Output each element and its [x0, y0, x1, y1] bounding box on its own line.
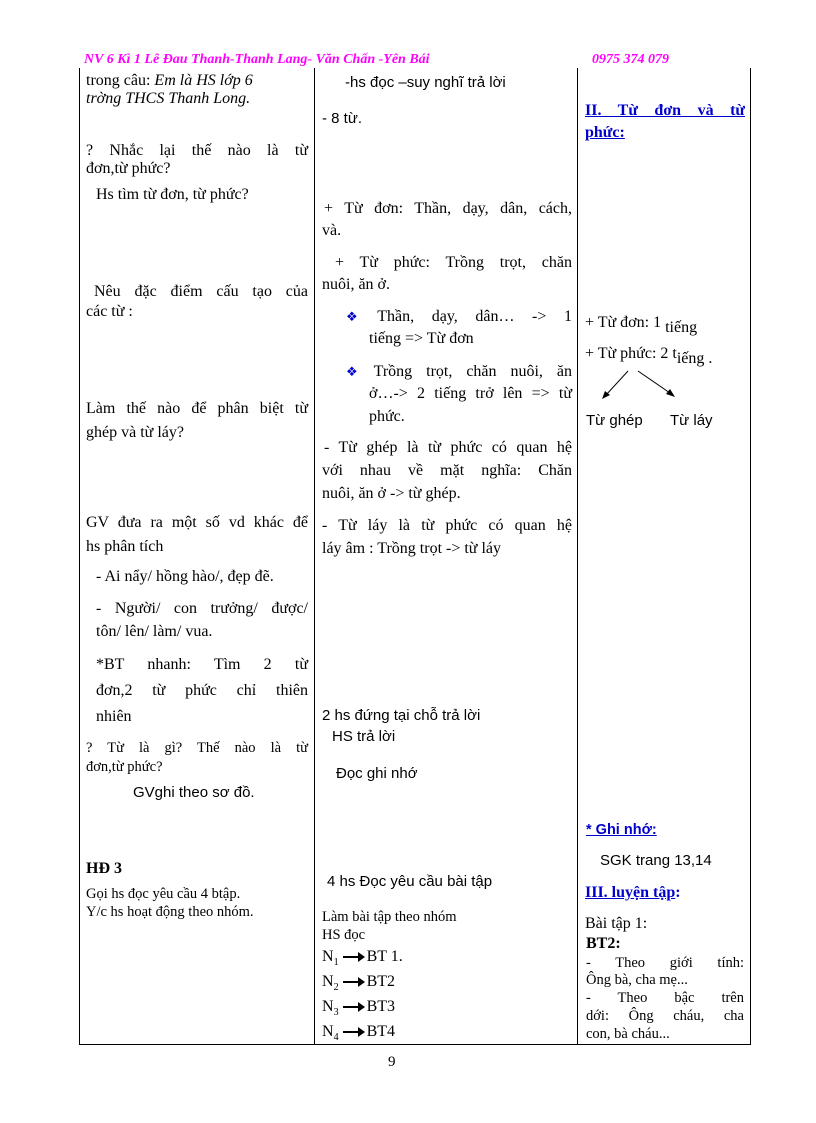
quick-exercise: *BT nhanh: Tìm 2 từ — [96, 656, 308, 673]
text-line: GVghi theo sơ đồ. — [133, 784, 255, 801]
text-line: đơn,2 từ phức chỉ thiên — [96, 682, 308, 699]
example-2: - Người/ con trưởng/ được/ — [96, 600, 308, 617]
text-line: nuôi, ăn ở. — [322, 276, 391, 293]
text-line: - Theo bậc trên — [586, 990, 744, 1006]
question-1: ? Nhắc lại thế nào là từ — [86, 142, 308, 159]
text-line: ở…-> 2 tiếng trở lên => từ — [369, 385, 572, 402]
table-divider-2 — [577, 68, 578, 1045]
table-divider-1 — [314, 68, 315, 1045]
question-2: Hs tìm từ đơn, từ phức? — [96, 186, 249, 203]
text-line: trờng THCS Thanh Long. — [86, 90, 251, 107]
activity-heading: HĐ 3 — [86, 860, 122, 877]
text-line: Ông bà, cha mẹ... — [586, 972, 688, 988]
text-line: Bài tập 1: — [585, 915, 648, 932]
header-title: NV 6 Kì 1 Lê Đau Thanh-Thanh Lang- Văn Chấn -Yên Bái — [84, 52, 430, 67]
text-line: Từ ghép — [586, 412, 643, 429]
text-line: phức: — [585, 124, 625, 141]
text-line: HS trả lời — [332, 728, 396, 745]
question-3: Nêu đặc điểm cấu tạo của — [94, 283, 308, 300]
text-line: Làm bài tập theo nhóm — [322, 909, 457, 925]
diamond-bullet-icon: ❖ — [346, 364, 368, 379]
page-header — [84, 52, 784, 70]
text-line: đơn,từ phức? — [86, 759, 163, 775]
branch-line-left — [606, 371, 628, 395]
text-line: ghép và từ láy? — [86, 424, 184, 441]
text-line: phức. — [369, 408, 405, 425]
question-4: Làm thế nào để phân biệt từ — [86, 400, 308, 417]
header-phone: 0975 374 079 — [592, 52, 669, 67]
text-line: Y/c hs hoạt động theo nhóm. — [86, 904, 254, 920]
text-line: Đọc ghi nhớ — [336, 765, 418, 782]
text-line: với nhau về mặt nghĩa: Chăn — [322, 462, 572, 479]
table-left-border — [79, 68, 80, 1045]
text-line: BT2: — [586, 935, 621, 952]
group-row: $N_2$ BT2 — [322, 973, 396, 994]
section-2-heading: II. Từ đơn và từ — [585, 102, 745, 119]
text-line: nuôi, ăn ở -> từ ghép. — [322, 485, 461, 502]
compound-definition: - Từ ghép là từ phức có quan hệ — [324, 439, 572, 456]
group-row: $N_3$ BT3 — [322, 998, 396, 1019]
text-line: Gọi hs đọc yêu cầu 4 btập. — [86, 886, 241, 902]
table-right-border — [750, 68, 751, 1045]
branch-diagram — [600, 367, 710, 403]
page-number: 9 — [388, 1054, 396, 1070]
text-line: tiếng => Từ đơn — [369, 330, 474, 347]
section-3-heading: III. luyện tập: — [585, 884, 681, 901]
note-heading: * Ghi nhớ: — [586, 822, 657, 838]
arrow-right-icon — [343, 981, 363, 983]
text-line: dới: Ông cháu, cha — [586, 1008, 744, 1024]
branch-line-right — [638, 371, 670, 393]
text-line: và. — [322, 222, 342, 239]
answer-complex-words: + Từ phức: Trồng trọt, chăn — [335, 254, 572, 271]
text-line: nhiên — [96, 708, 132, 725]
text-line: các từ : — [86, 303, 133, 320]
text-line: -hs đọc –suy nghĩ trả lời — [345, 74, 506, 91]
text-line: trong câu: Em là HS lớp 6 — [86, 72, 253, 89]
text-line: đơn,từ phức? — [86, 160, 171, 177]
reduplicative-definition: - Từ láy là từ phức có quan hệ — [322, 517, 572, 534]
bullet-item: ❖ Thần, dạy, dân… -> 1 — [346, 308, 573, 325]
arrow-right-icon — [343, 956, 363, 958]
text-line: HS đọc — [322, 927, 366, 943]
arrow-right-icon — [343, 1031, 363, 1033]
text-line: - 8 từ. — [322, 110, 363, 127]
text-line: + Từ đơn: 1 tiếng — [585, 314, 698, 336]
table-bottom-border — [79, 1044, 751, 1045]
diamond-bullet-icon: ❖ — [346, 309, 372, 324]
text-line: con, bà cháu... — [586, 1026, 670, 1042]
group-row: $N_1$ BT 1. — [322, 948, 403, 969]
example-1: - Ai nẩy/ hồng hào/, đẹp đẽ. — [96, 568, 274, 585]
text-line: Từ láy — [670, 412, 713, 429]
answer-simple-words: + Từ đơn: Thần, dạy, dân, cách, — [324, 200, 572, 217]
text-line: hs phân tích — [86, 538, 164, 555]
teacher-note: GV đưa ra một số vd khác để — [86, 514, 308, 531]
question-5: ? Từ là gì? Thế nào là từ — [86, 740, 308, 756]
bullet-item: ❖ Trồng trọt, chăn nuôi, ăn — [346, 363, 572, 380]
text-line: 2 hs đứng tại chỗ trả lời — [322, 707, 481, 724]
group-row: $N_4$ BT4 — [322, 1023, 396, 1044]
text-line: + Từ phức: 2 tiếng . — [585, 345, 713, 367]
text-line: tôn/ lên/ làm/ vua. — [96, 623, 213, 640]
arrow-right-icon — [343, 1006, 363, 1008]
text-line: 4 hs Đọc yêu cầu bài tập — [327, 873, 493, 890]
text-line: SGK trang 13,14 — [600, 852, 712, 869]
text-line: - Theo giới tính: — [586, 955, 744, 971]
arrowhead-icon — [666, 389, 675, 397]
text-line: láy âm : Trồng trọt -> từ láy — [322, 540, 502, 557]
